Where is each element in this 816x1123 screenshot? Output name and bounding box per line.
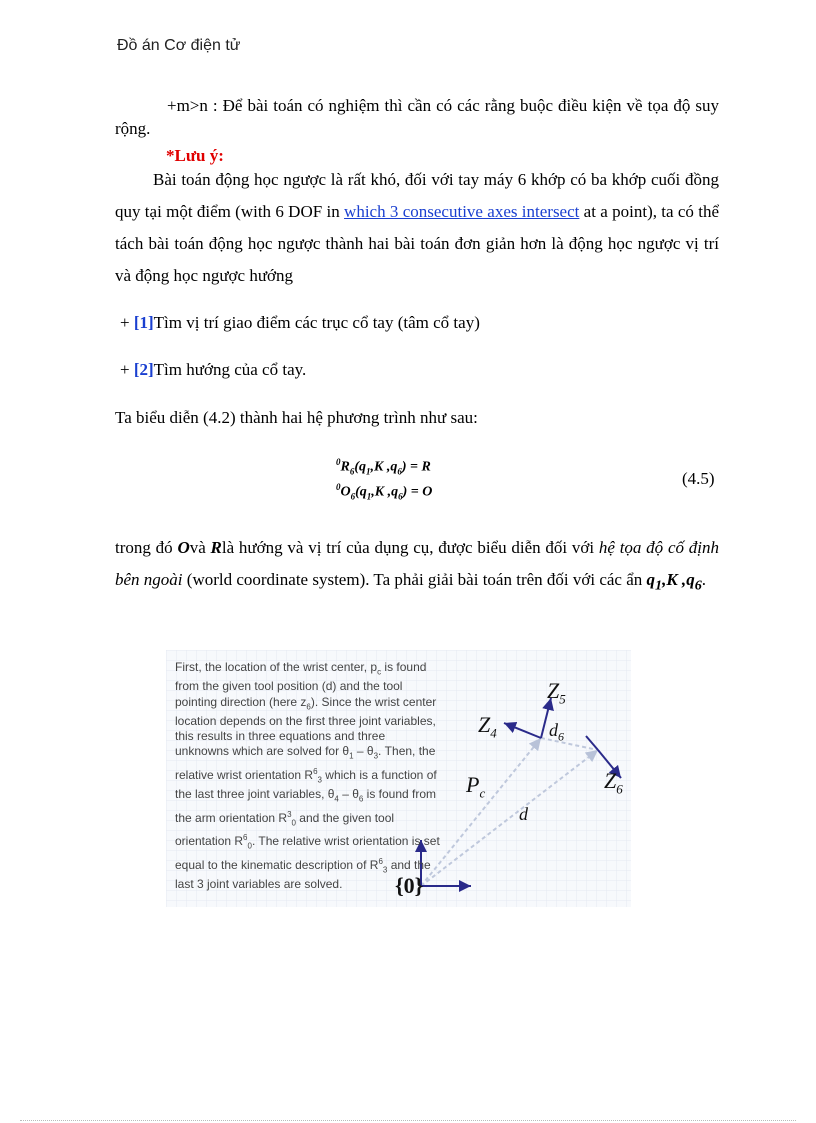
eq1-main: R [340,459,350,475]
fd-9: 6 [313,766,318,776]
eq1-sup: 0 [336,457,341,467]
para4-t2: và [189,538,211,557]
symbol-qmid: ,K , [662,570,687,589]
fd-0: First, the location of the wrist center, p [175,660,378,674]
step-1-number: [1] [133,313,154,332]
label-z6 [604,768,623,797]
paragraph-condition: +m>n : Để bài toán có nghiệm thì cần có các rằng buộc điều kiện về tọa độ suy rộng. [115,96,719,138]
eq2-mid: ,K ,q [371,484,399,500]
eq1-sub: 6 [349,466,355,477]
symbol-q6: q [686,570,695,589]
label-pc [466,772,485,801]
equation-position [336,482,432,501]
step-1-prefix: + [120,313,134,332]
para4-end: . [701,570,707,589]
eq1-a2: 6 [397,466,402,477]
symbol-o: O [177,538,190,557]
eq2-args: (q [355,484,367,500]
fd-15: is found from the arm orientation R [175,787,437,825]
label-d6 [549,720,564,745]
eq1-a1: 1 [366,466,371,477]
axes-intersect-link[interactable]: which 3 consecutive axes intersect [344,202,580,221]
page-header: Đồ án Cơ điện tử [117,37,241,54]
label-origin: {0} [395,873,424,898]
fd-20: 0 [247,841,252,851]
fd-21: . The relative wrist orientation is set equal to the kinematic description of R [175,834,440,872]
fd-11: which is a function of the last three joint variables, θ [175,767,437,802]
z5-sub: 5 [559,691,566,707]
fd-22: 6 [378,856,383,866]
fd-18: and the given tool orientation R [175,810,395,849]
paragraph-equations-intro: Ta biểu diễn (4.2) thành hai hệ phương trình như sau: [115,408,478,427]
symbol-q1: q [646,570,656,589]
eq2-rhs: ) = O [402,484,433,500]
equation-orientation [336,457,431,476]
eq1-rhs: ) = R [401,459,431,475]
d6-sub: 6 [558,729,564,744]
d6-letter: d [549,720,558,740]
step-2 [120,360,306,380]
step-2-text: Tìm hướng của cổ tay. [153,360,307,379]
eq2-sup: 0 [336,482,341,492]
equation-number: (4.5) [682,469,715,488]
para2-text-before: Bài toán động học ngược là rất khó, đối với tay máy 6 khớp có ba khớp cuối đồng quy tại một điểm (with 6 DOF in [115,170,719,221]
step-2-number: [2] [133,360,154,379]
fd-17: 0 [291,818,296,828]
symbol-q1-sub: 1 [655,577,663,594]
eq2-a2: 6 [398,491,403,502]
z4-letter: Z [478,712,491,737]
para4-t1: trong đó [115,538,178,557]
fd-5: 1 [349,751,354,761]
fd-4: ). Since the wrist center location depends on the first three joint variables, this results in three equations and three unknowns which are solved for θ [175,694,437,759]
symbol-q6-sub: 6 [694,577,702,594]
label-d: d [519,804,528,824]
z6-letter: Z [604,768,617,793]
fd-1: c [377,667,382,677]
fd-23: 3 [382,865,388,875]
eq2-a1: 1 [366,491,372,502]
fd-16: 3 [287,809,292,819]
para4-t3: là hướng và vị trí của dụng cụ, được biểu diễn đối với [221,538,599,557]
z4-sub: 4 [490,725,497,741]
z6-sub: 6 [616,781,623,797]
z5-letter: Z [547,678,560,703]
figure-description [175,660,440,892]
step-2-prefix: + [120,360,134,379]
step-1-text: Tìm vị trí giao điểm các trục cổ tay (tâm cổ tay) [153,313,480,332]
fd-19: 6 [243,833,248,843]
fd-24: and the last 3 joint variables are solved. [175,857,431,892]
fd-7: 3 [373,751,379,761]
fd-14: 6 [358,794,364,804]
para2-text-after: at a point), ta có thể tách bài toán động học ngược thành hai bài toán đơn giản hơn là động học ngược vị trí và động học ngược hướng [115,202,719,285]
note-label: *Lưu ý: [166,146,224,165]
eq2-sub: 6 [350,491,356,502]
paragraph-world-coordinates [115,532,719,601]
footer-divider [20,1120,796,1121]
para4-t4: (world coordinate system). Ta phải giải bài toán trên đối với các ẩn [182,570,647,589]
fd-10: 3 [317,775,322,785]
eq1-mid: ,K ,q [370,459,398,475]
fd-12: 4 [334,794,339,804]
wrist-center-figure [166,650,631,907]
symbol-r: R [210,538,222,557]
fd-2: is found from the given tool position (d) and the tool pointing direction (here z [175,660,427,709]
eq1-args: (q [354,459,367,475]
label-z5 [547,678,566,707]
para4-italic: hệ tọa độ cố định bên ngoài [115,538,719,589]
eq2-main: O [340,484,351,500]
paragraph-inverse-kinematics [115,164,719,292]
label-z4 [478,712,497,741]
pc-letter: P [466,772,480,797]
fd-8: . Then, the relative wrist orientation R [175,744,436,782]
fd-6: – θ [353,744,374,759]
step-1 [120,313,480,333]
fd-3: 6 [306,701,311,711]
fd-13: – θ [338,787,359,802]
pc-sub: c [479,785,486,801]
